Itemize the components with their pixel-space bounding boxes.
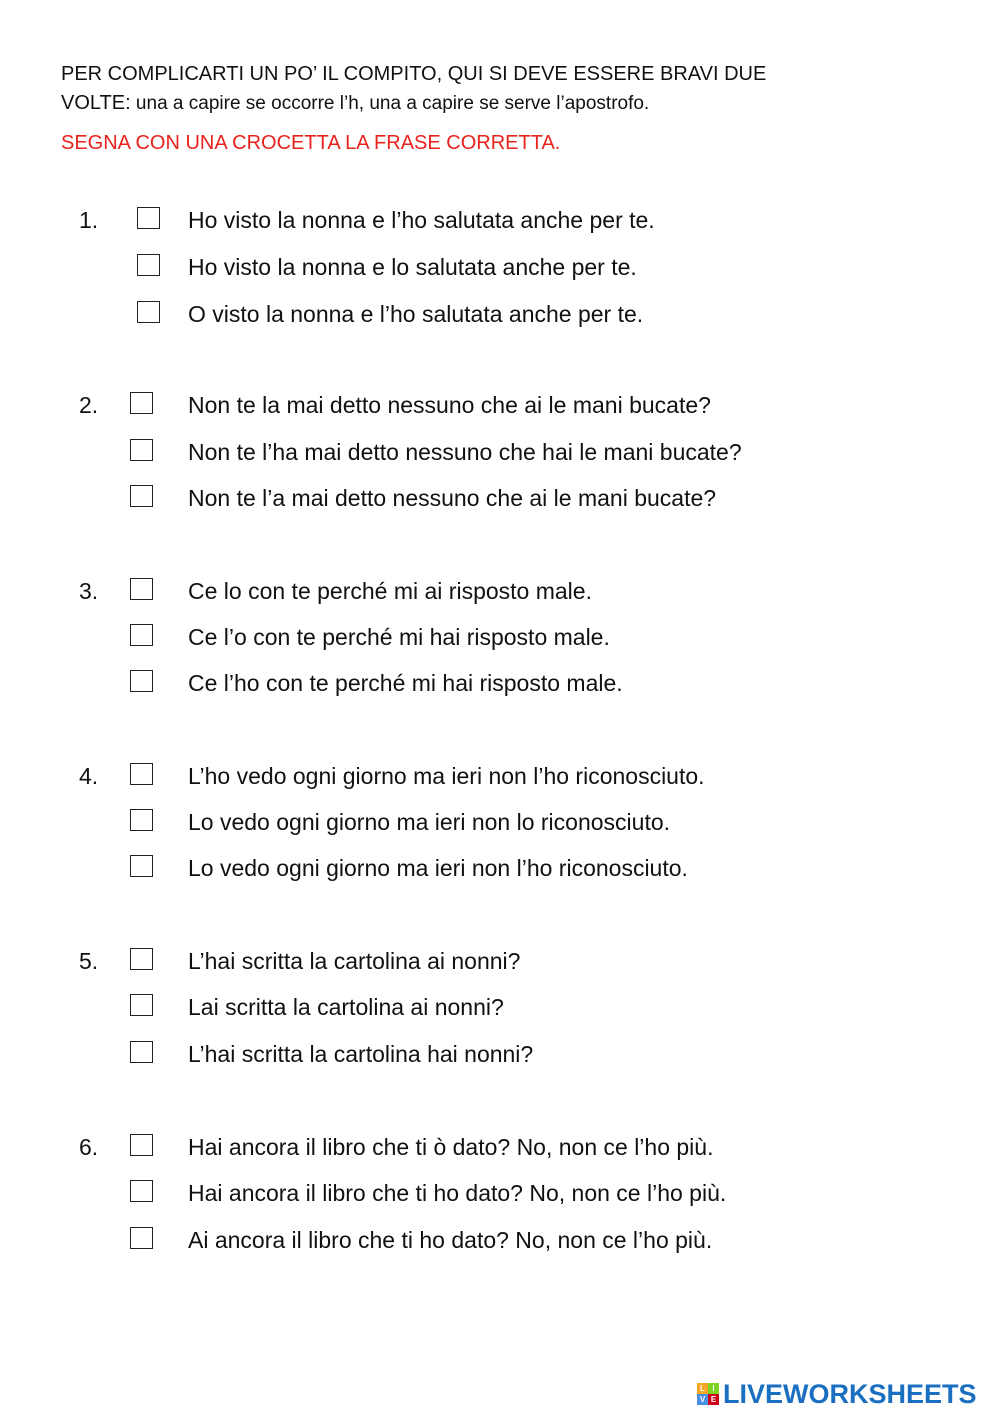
intro-text	[61, 60, 961, 119]
option-checkbox[interactable]	[130, 485, 153, 507]
intro-line-2-caps: VOLTE:	[61, 92, 131, 114]
option-checkbox[interactable]	[137, 254, 160, 276]
option-checkbox[interactable]	[130, 1180, 153, 1202]
option-2a	[0, 391, 1000, 423]
option-text: Lo vedo ogni giorno ma ieri non lo riconosciuto.	[188, 809, 671, 835]
option-3c	[0, 669, 1000, 701]
option-text: Ho visto la nonna e l’ho salutata anche per te.	[188, 207, 655, 233]
option-text: L’ho vedo ogni giorno ma ieri non l’ho riconosciuto.	[188, 763, 705, 789]
option-checkbox[interactable]	[130, 1041, 153, 1063]
intro-line-1: PER COMPLICARTI UN PO’ IL COMPITO, QUI SI DEVE ESSERE BRAVI DUE	[61, 63, 767, 85]
option-text: Hai ancora il libro che ti ho dato? No, non ce l’ho più.	[188, 1180, 727, 1206]
option-text: Ai ancora il libro che ti ho dato? No, non ce l’ho più.	[188, 1227, 713, 1253]
option-text: Non te l’ha mai detto nessuno che hai le mani bucate?	[188, 439, 742, 465]
question-number: 5.	[79, 948, 99, 974]
option-checkbox[interactable]	[130, 809, 153, 831]
option-checkbox[interactable]	[130, 948, 153, 970]
option-1c	[0, 300, 1000, 332]
option-2c	[0, 484, 1000, 516]
option-text: O visto la nonna e l’ho salutata anche per te.	[188, 301, 644, 327]
option-checkbox[interactable]	[130, 392, 153, 414]
option-checkbox[interactable]	[130, 994, 153, 1016]
option-text: L’hai scritta la cartolina ai nonni?	[188, 948, 521, 974]
option-text: Lo vedo ogni giorno ma ieri non l’ho riconosciuto.	[188, 855, 688, 881]
option-checkbox[interactable]	[130, 763, 153, 785]
option-text: Ce l’o con te perché mi hai risposto male.	[188, 624, 610, 650]
option-text: L’hai scritta la cartolina hai nonni?	[188, 1041, 534, 1067]
option-text: Non te la mai detto nessuno che ai le mani bucate?	[188, 392, 711, 418]
option-checkbox[interactable]	[137, 207, 160, 229]
option-text: Hai ancora il libro che ti ò dato? No, non ce l’ho più.	[188, 1134, 714, 1160]
liveworksheets-logo-text: LIVEWORKSHEETS	[723, 1378, 977, 1409]
intro-line-2	[61, 89, 961, 119]
option-6a	[0, 1133, 1000, 1165]
option-text: Lai scritta la cartolina ai nonni?	[188, 994, 504, 1020]
question-number: 3.	[79, 578, 99, 604]
liveworksheets-logo	[697, 1377, 977, 1411]
option-5b	[0, 993, 1000, 1025]
instruction-text: SEGNA CON UNA CROCETTA LA FRASE CORRETTA.	[61, 132, 561, 154]
option-6c	[0, 1226, 1000, 1258]
option-5c	[0, 1040, 1000, 1072]
option-4c	[0, 854, 1000, 886]
option-1b	[0, 253, 1000, 285]
logo-icon-tile: I	[708, 1383, 719, 1394]
option-text: Ce lo con te perché mi ai risposto male.	[188, 578, 592, 604]
option-4b	[0, 808, 1000, 840]
logo-icon-tile: E	[708, 1394, 719, 1405]
option-1a	[0, 206, 1000, 238]
question-number: 4.	[79, 763, 99, 789]
option-checkbox[interactable]	[130, 624, 153, 646]
option-text: Ho visto la nonna e lo salutata anche per te.	[188, 254, 637, 280]
question-number: 6.	[79, 1134, 99, 1160]
option-5a	[0, 947, 1000, 979]
option-checkbox[interactable]	[130, 1134, 153, 1156]
option-4a	[0, 762, 1000, 794]
option-checkbox[interactable]	[130, 578, 153, 600]
question-number: 2.	[79, 392, 99, 418]
option-2b	[0, 438, 1000, 470]
option-text: Non te l’a mai detto nessuno che ai le mani bucate?	[188, 485, 717, 511]
question-number: 1.	[79, 207, 99, 233]
liveworksheets-logo-icon	[697, 1383, 719, 1405]
option-checkbox[interactable]	[130, 855, 153, 877]
logo-icon-tile: V	[697, 1394, 708, 1405]
option-checkbox[interactable]	[130, 439, 153, 461]
logo-icon-tile: L	[697, 1383, 708, 1394]
option-checkbox[interactable]	[130, 1227, 153, 1249]
option-text: Ce l’ho con te perché mi hai risposto male.	[188, 670, 623, 696]
option-6b	[0, 1179, 1000, 1211]
intro-line-2-rest: una a capire se occorre l’h, una a capire se serve l’apostrofo.	[130, 93, 650, 114]
option-checkbox[interactable]	[137, 301, 160, 323]
option-3b	[0, 623, 1000, 655]
option-3a	[0, 577, 1000, 609]
option-checkbox[interactable]	[130, 670, 153, 692]
